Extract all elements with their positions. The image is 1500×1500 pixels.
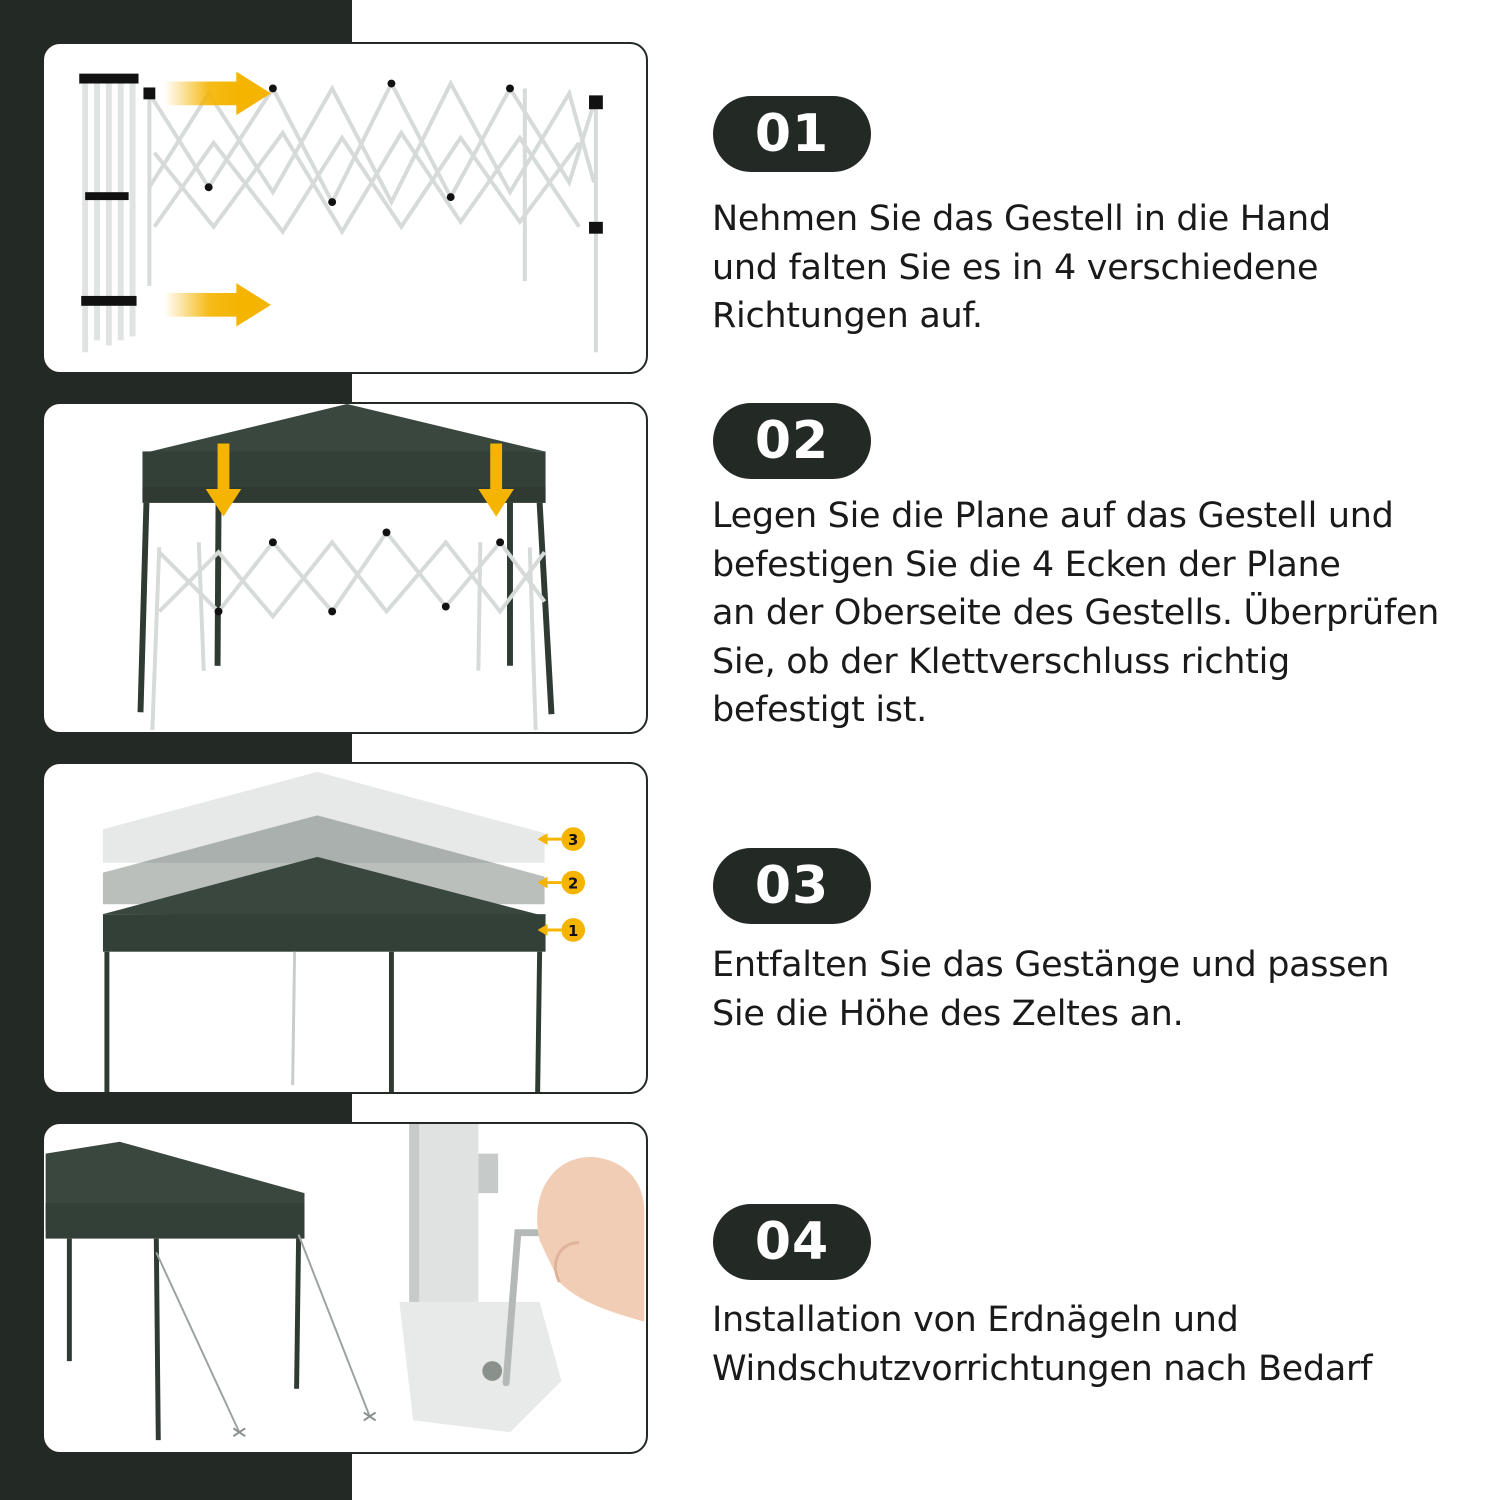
ground-stakes-illustration xyxy=(44,1124,646,1452)
step-1-line: und falten Sie es in 4 verschiedene xyxy=(712,247,1319,288)
step-4-badge: 04 xyxy=(713,1204,871,1280)
step-2-line: Legen Sie die Plane auf das Gestell und xyxy=(712,496,1394,536)
step-2-badge: 02 xyxy=(713,403,871,479)
height-marker-2 xyxy=(538,871,585,895)
step-2-line: befestigt ist. xyxy=(712,690,927,730)
height-marker-3 xyxy=(538,827,585,851)
step-1-image xyxy=(42,42,648,374)
step-4-line: Windschutzvorrichtungen nach Bedarf xyxy=(712,1348,1373,1389)
height-adjust-illustration xyxy=(44,764,646,1092)
step-1-text xyxy=(712,195,1472,341)
step-3-line: Sie die Höhe des Zeltes an. xyxy=(712,993,1184,1034)
step-3-badge: 03 xyxy=(713,848,871,924)
step-2-image xyxy=(42,402,648,734)
step-4-line: Installation von Erdnägeln und xyxy=(712,1300,1239,1340)
step-4-image xyxy=(42,1122,648,1454)
step-2-line: Sie, ob der Klettverschluss richtig xyxy=(712,641,1290,682)
step-4-text xyxy=(712,1296,1472,1393)
step-3-text xyxy=(712,941,1472,1038)
step-1-line: Richtungen auf. xyxy=(712,296,983,336)
step-1-line: Nehmen Sie das Gestell in die Hand xyxy=(712,199,1331,239)
step-2-line: an der Oberseite des Gestells. Überprüfen xyxy=(712,593,1440,633)
step-2-text xyxy=(712,492,1472,735)
canopy-on-frame-illustration xyxy=(44,404,646,732)
step-3-image xyxy=(42,762,648,1094)
height-marker-label: 3 xyxy=(568,832,579,850)
frame-unfolding-illustration xyxy=(44,44,646,372)
height-marker-label: 2 xyxy=(568,875,579,893)
step-1-badge: 01 xyxy=(713,96,871,172)
step-2-line: befestigen Sie die 4 Ecken der Plane xyxy=(712,544,1341,585)
step-3-line: Entfalten Sie das Gestänge und passen xyxy=(712,945,1390,985)
height-marker-label: 1 xyxy=(568,922,579,940)
